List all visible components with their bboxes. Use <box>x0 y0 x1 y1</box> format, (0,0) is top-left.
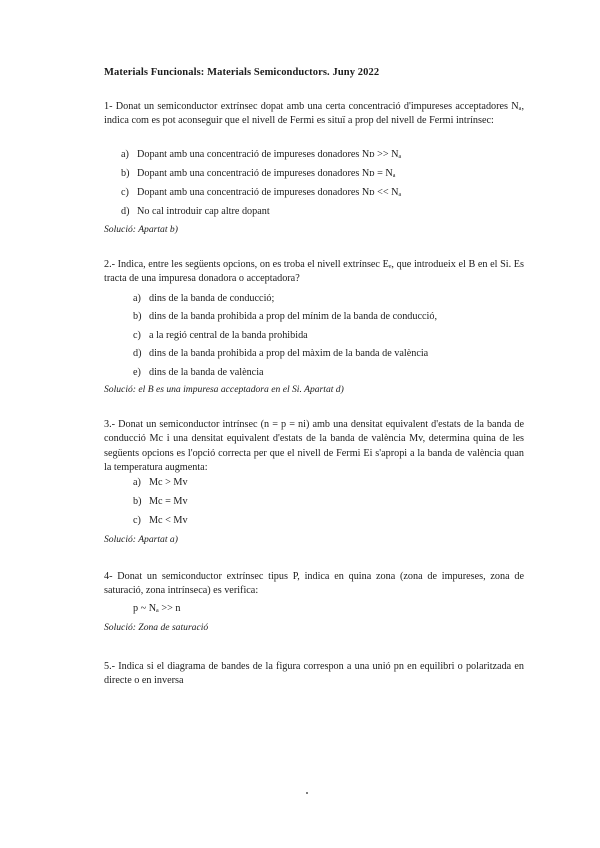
question-5 <box>104 660 524 689</box>
question-3-solution: Solució: Apartat a) <box>104 534 178 545</box>
option-text: dins de la banda prohibida a prop del màxim de la banda de valència <box>149 348 429 359</box>
option-letter: d) <box>133 348 142 359</box>
option-letter: b) <box>133 311 142 322</box>
option-letter: a) <box>121 149 129 160</box>
page-title: Materials Funcionals: Materials Semiconductors. Juny 2022 <box>104 67 380 78</box>
question-2 <box>104 258 524 287</box>
question-4-formula: p ~ Nₐ >> n <box>133 603 181 614</box>
option-letter: c) <box>133 330 141 341</box>
question-4-text: 4- Donat un semiconductor extrínsec tipus P, indica en quina zona (zona de impureses, zona de saturació, zona intrínseca) es verifica: <box>104 571 524 597</box>
option-text: a la regió central de la banda prohibida <box>149 330 308 341</box>
option-letter: e) <box>133 367 141 378</box>
question-5-text: 5.- Indica si el diagrama de bandes de la figura correspon a una unió pn en equilibri o polaritzada en directe o en inversa <box>104 661 524 687</box>
question-4-solution: Solució: Zona de saturació <box>104 622 209 633</box>
option-letter: a) <box>133 293 141 304</box>
option-text: dins de la banda prohibida a prop del mínim de la banda de conducció, <box>149 311 437 322</box>
question-3-option-a <box>133 476 188 490</box>
option-letter: b) <box>121 168 130 179</box>
question-3 <box>104 418 524 475</box>
option-letter: a) <box>133 477 141 488</box>
question-2-option-e <box>133 366 264 380</box>
question-1 <box>104 100 524 129</box>
question-2-solution: Solució: el B es una impuresa acceptadora en el Si. Apartat d) <box>104 384 344 395</box>
question-1-option-c <box>121 186 401 200</box>
option-text: No cal introduir cap altre dopant <box>137 206 270 217</box>
question-2-option-a <box>133 292 274 306</box>
option-letter: c) <box>121 187 129 198</box>
option-text: dins de la banda de conducció; <box>149 293 275 304</box>
question-2-option-c <box>133 329 308 343</box>
option-text: Mc > Mv <box>149 477 188 488</box>
question-4 <box>104 570 524 599</box>
question-1-option-a <box>121 148 401 162</box>
option-text: Dopant amb una concentració de impureses donadores Nᴅ = Nₐ <box>137 168 396 179</box>
scan-speck <box>306 792 308 794</box>
question-1-option-b <box>121 167 396 181</box>
question-3-option-b <box>133 495 188 509</box>
question-1-option-d <box>121 205 270 219</box>
question-1-text: 1- Donat un semiconductor extrínsec dopat amb una certa concentració d'impureses acceptadores Nₐ, indica com es pot aconseguir que el nivell de Fermi es situï a prop del nivell de Fermi intrínsec: <box>104 101 524 127</box>
option-letter: c) <box>133 515 141 526</box>
question-2-option-d <box>133 347 428 361</box>
option-text: Mc < Mv <box>149 515 188 526</box>
option-letter: d) <box>121 206 130 217</box>
option-text: Mc = Mv <box>149 496 188 507</box>
option-letter: b) <box>133 496 142 507</box>
option-text: dins de la banda de valència <box>149 367 264 378</box>
question-1-solution: Solució: Apartat b) <box>104 224 178 235</box>
question-2-text: 2.- Indica, entre les següents opcions, on es troba el nivell extrínsec Eₑ, que introdueix el B en el Si. Es tracta de una impuresa donadora o acceptadora? <box>104 259 524 285</box>
question-3-option-c <box>133 514 188 528</box>
question-2-option-b <box>133 310 437 324</box>
option-text: Dopant amb una concentració de impureses donadores Nᴅ >> Nₐ <box>137 149 402 160</box>
question-3-text: 3.- Donat un semiconductor intrínsec (n = p = ni) amb una densitat equivalent d'estats de la banda de conducció Mc i una densitat equivalent d'estats de la banda de valència Mv, determina quina de les següents opcions es l'opció correcta per que el nivell de Fermi Ei s'apropi a la banda de valència quan la temperatura augmenta: <box>104 419 524 473</box>
option-text: Dopant amb una concentració de impureses donadores Nᴅ << Nₐ <box>137 187 402 198</box>
